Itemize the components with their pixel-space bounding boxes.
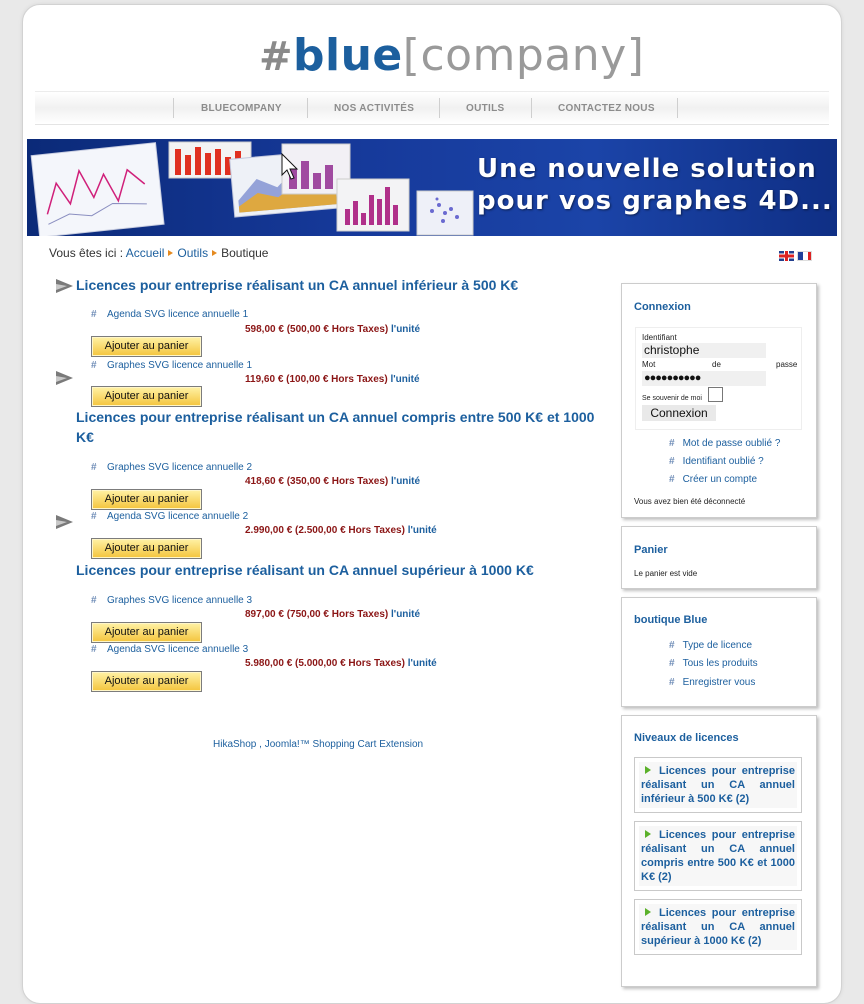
product-name[interactable]: # Agenda SVG licence annuelle 3 [91,644,249,655]
add-to-cart-button[interactable]: Ajouter au panier [91,538,202,559]
create-account-link[interactable]: # Créer un compte [669,474,758,485]
bullet-icon: # [91,511,97,522]
licence-levels-title: Niveaux de licences [634,732,739,744]
nav-divider [307,98,308,118]
licence-level-item[interactable]: Licences pour entreprise réalisant un CA annuel compris entre 500 K€ et 1000 K€ (2) [634,821,802,891]
product-price: 897,00 € (750,00 € Hors Taxes) l'unité [245,609,421,620]
breadcrumb-separator-icon [212,250,217,256]
bullet-icon: # [91,360,97,371]
french-flag-icon[interactable] [797,251,812,261]
bullet-icon: # [91,309,97,320]
product-name[interactable]: # Graphes SVG licence annuelle 1 [91,360,253,371]
nav-divider [173,98,174,118]
add-to-cart-button[interactable]: Ajouter au panier [91,336,202,357]
category-title[interactable]: Licences pour entreprise réalisant un CA annuel supérieur à 1000 K€ [76,562,534,578]
bullet-icon: # [669,640,675,651]
login-module [621,283,817,518]
product-name[interactable]: # Graphes SVG licence annuelle 2 [91,462,253,473]
product-price: 119,60 € (100,00 € Hors Taxes) l'unité [245,374,420,385]
password-label-1: Mot [642,360,656,369]
nav-divider [531,98,532,118]
nav-item-outils[interactable]: OUTILS [466,103,505,114]
forgot-password-link[interactable]: # Mot de passe oublié ? [669,438,781,449]
bullet-icon: # [669,456,675,467]
category-title[interactable]: Licences pour entreprise réalisant un CA annuel inférieur à 500 K€ [76,277,519,293]
product-name[interactable]: # Agenda SVG licence annuelle 2 [91,511,249,522]
remember-label: Se souvenir de moi [642,395,702,402]
nav-item-contact[interactable]: CONTACTEZ NOUS [558,103,655,114]
nav-divider [439,98,440,118]
login-title: Connexion [634,301,691,313]
english-flag-icon[interactable] [779,251,794,261]
nav-divider [677,98,678,118]
site-logo[interactable]: #blue[company] [259,30,645,81]
bullet-icon: # [669,677,675,688]
nav-item-bluecompany[interactable]: BLUECOMPANY [201,103,282,114]
add-to-cart-button[interactable]: Ajouter au panier [91,622,202,643]
shop-menu-module [621,597,817,707]
arrow-right-icon [645,830,651,838]
bullet-icon: # [91,462,97,473]
bullet-icon: # [669,474,675,485]
arrow-right-icon [645,908,651,916]
password-input[interactable]: ●●●●●●●●●● [642,371,766,386]
licence-type-link[interactable]: # Type de licence [669,640,753,651]
login-form [635,327,802,430]
cart-status: Le panier est vide [634,569,698,578]
hero-banner [27,139,837,236]
bullet-icon: # [669,658,675,669]
language-switcher [779,247,815,265]
nav-item-activites[interactable]: NOS ACTIVITÉS [334,103,415,114]
product-name[interactable]: # Agenda SVG licence annuelle 1 [91,309,249,320]
breadcrumb-separator-icon [168,250,173,256]
main-nav [35,91,829,125]
login-button[interactable]: Connexion [642,405,716,421]
product-price: 2.990,00 € (2.500,00 € Hors Taxes) l'unité [245,525,437,536]
page-container [22,4,842,1004]
hikashop-link[interactable]: HikaShop , Joomla!™ Shopping Cart Extension [213,739,424,750]
banner-slogan: Une nouvelle solution pour vos graphes 4D... [477,154,833,216]
username-input[interactable]: christophe [642,343,766,358]
password-label-3: passe [776,360,798,369]
licence-levels-module [621,715,817,987]
add-to-cart-button[interactable]: Ajouter au panier [91,489,202,510]
category-arrow-icon [56,371,73,385]
all-products-link[interactable]: # Tous les produits [669,658,758,669]
category-arrow-icon [56,279,73,293]
username-label: Identifiant [642,333,677,342]
register-link[interactable]: # Enregistrer vous [669,677,756,688]
category-title[interactable]: Licences pour entreprise réalisant un CA annuel compris entre 500 K€ et 1000 K€ [76,409,595,445]
breadcrumb: Vous êtes ici : Accueil Outils Boutique [49,246,269,260]
bullet-icon: # [91,595,97,606]
bullet-icon: # [669,438,675,449]
bullet-icon: # [91,644,97,655]
breadcrumb-outils[interactable]: Outils [177,246,209,260]
category-arrow-icon [56,515,73,529]
breadcrumb-current: Boutique [221,246,269,260]
cart-title: Panier [634,544,668,556]
banner-charts-illustration [27,139,477,236]
cart-module [621,526,817,589]
licence-level-item[interactable]: Licences pour entreprise réalisant un CA annuel supérieur à 1000 K€ (2) [634,899,802,955]
product-price: 598,00 € (500,00 € Hors Taxes) l'unité [245,324,421,335]
password-label-2: de [712,360,721,369]
licence-level-item[interactable]: Licences pour entreprise réalisant un CA annuel inférieur à 500 K€ (2) [634,757,802,813]
product-name[interactable]: # Graphes SVG licence annuelle 3 [91,595,253,606]
breadcrumb-accueil[interactable]: Accueil [125,246,165,260]
add-to-cart-button[interactable]: Ajouter au panier [91,671,202,692]
arrow-right-icon [645,766,651,774]
forgot-username-link[interactable]: # Identifiant oublié ? [669,456,764,467]
remember-checkbox[interactable] [708,387,723,402]
login-status: Vous avez bien été déconnecté [634,497,746,506]
product-price: 418,60 € (350,00 € Hors Taxes) l'unité [245,476,421,487]
shop-menu-title: boutique Blue [634,614,708,626]
product-price: 5.980,00 € (5.000,00 € Hors Taxes) l'unité [245,658,437,669]
add-to-cart-button[interactable]: Ajouter au panier [91,386,202,407]
